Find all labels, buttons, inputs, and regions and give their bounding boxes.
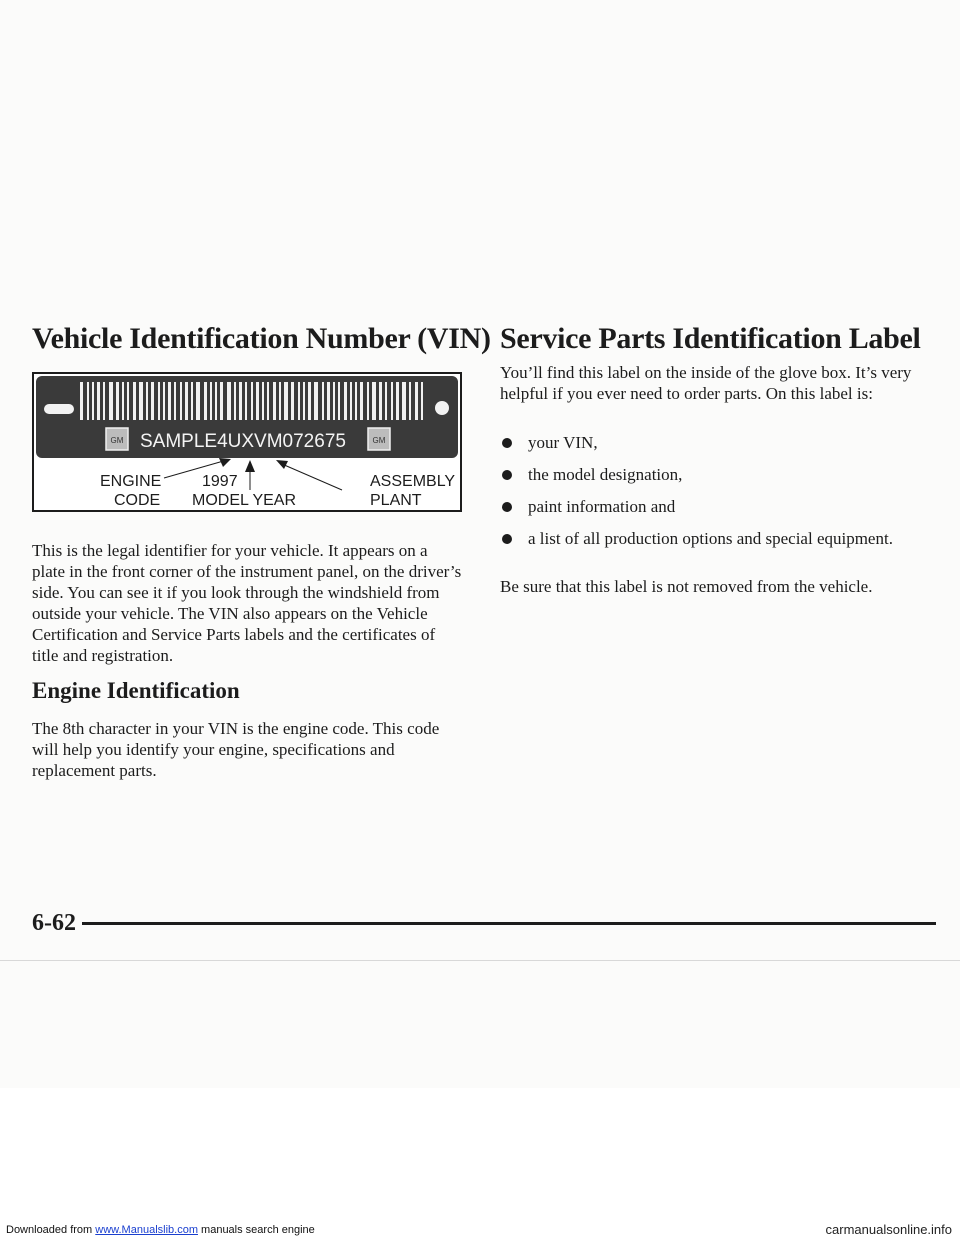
plate-slot-left: [44, 404, 74, 414]
page-number: 6-62: [32, 910, 76, 936]
barcode-bar: [273, 382, 276, 420]
service-parts-note: Be sure that this label is not removed from the vehicle.: [500, 577, 873, 596]
barcode-bar: [163, 382, 165, 420]
barcode-bar: [185, 382, 188, 420]
barcode-bar: [372, 382, 376, 420]
barcode-bar: [87, 382, 89, 420]
barcode-bar: [97, 382, 100, 420]
barcode-bar: [402, 382, 406, 420]
footer-rule: [82, 922, 936, 925]
barcode-bar: [127, 382, 129, 420]
barcode-bar: [379, 382, 382, 420]
barcode-bar: [180, 382, 182, 420]
service-parts-heading: Service Parts Identification Label: [500, 322, 921, 355]
scan-edge-line: [0, 960, 960, 961]
bullet-icon: [502, 502, 512, 512]
barcode-bar: [338, 382, 340, 420]
barcode-bar: [251, 382, 253, 420]
list-item: paint information and: [500, 496, 930, 517]
download-footer: Downloaded from www.Manualslib.com manuals search engine: [6, 1224, 315, 1236]
barcode-bar: [196, 382, 200, 420]
barcode-bar: [210, 382, 212, 420]
barcode-bar: [284, 382, 288, 420]
barcode-bar: [308, 382, 311, 420]
barcode-bar: [409, 382, 411, 420]
barcode-bar: [291, 382, 294, 420]
barcode-bar: [239, 382, 242, 420]
barcode-bar: [116, 382, 119, 420]
barcode-bar: [333, 382, 335, 420]
vin-description: This is the legal identifier for your vehicle. It appears on a plate in the front corner of the instrument panel, on the driver’s side. You can see it if you look through the windshield from outside your vehicle. The VIN also appears on the Vehicle Certification and Service Parts labels and the certificates of title and registration.: [32, 541, 462, 665]
vin-number: SAMPLE4UXVM072675: [140, 431, 346, 452]
manualslib-link[interactable]: www.Manualslib.com: [95, 1224, 198, 1236]
barcode-bar: [298, 382, 300, 420]
barcode-bar: [262, 382, 264, 420]
barcode-bar: [234, 382, 236, 420]
barcode-bar: [168, 382, 171, 420]
engine-identification-text: The 8th character in your VIN is the engine code. This code will help you identify your engine, specifications and replacement parts.: [32, 719, 440, 780]
barcode-bar: [367, 382, 369, 420]
barcode-bar: [421, 382, 423, 420]
barcode-bar: [314, 382, 318, 420]
engine-identification-heading: Engine Identification: [32, 678, 240, 703]
barcode-bar: [245, 382, 247, 420]
gm-badge-left-text: GM: [110, 436, 124, 445]
barcode-bar: [415, 382, 418, 420]
barcode-bar: [220, 382, 223, 420]
barcode-bar: [92, 382, 94, 420]
bullet-icon: [502, 470, 512, 480]
barcode-bar: [355, 382, 357, 420]
list-item: the model designation,: [500, 464, 930, 485]
engine-label: ENGINE: [100, 473, 162, 490]
vin-plate-diagram: [32, 372, 462, 512]
model-year-label: MODEL YEAR: [192, 492, 297, 509]
barcode-bar: [256, 382, 259, 420]
barcode-bar: [139, 382, 143, 420]
plant-label: PLANT: [370, 492, 422, 509]
barcode-bar: [360, 382, 363, 420]
list-item: your VIN,: [500, 432, 930, 453]
barcode-bar: [327, 382, 330, 420]
barcode-bar: [391, 382, 393, 420]
barcode-bar: [350, 382, 352, 420]
plate-rivet-right: [435, 401, 449, 415]
model-year-value: 1997: [202, 473, 238, 490]
watermark-text: carmanualsonline.info: [825, 1222, 952, 1237]
service-parts-list: [500, 432, 930, 560]
right-column: [500, 320, 940, 596]
barcode-bar: [303, 382, 305, 420]
barcode-bar: [227, 382, 231, 420]
gm-badge-right-text: GM: [372, 436, 386, 445]
barcode-bar: [322, 382, 324, 420]
barcode-bar: [396, 382, 399, 420]
barcode-bar: [146, 382, 148, 420]
barcode-bar: [122, 382, 124, 420]
barcode-bar: [151, 382, 154, 420]
barcode-bar: [267, 382, 269, 420]
barcode-bar: [215, 382, 217, 420]
service-parts-intro: You’ll find this label on the inside of the glove box. It’s very helpful if you ever need to order parts. On this label is:: [500, 363, 912, 403]
barcode-bar: [174, 382, 176, 420]
left-column: [32, 320, 491, 780]
code-label: CODE: [114, 492, 161, 509]
list-item: a list of all production options and special equipment.: [500, 528, 930, 549]
bullet-icon: [502, 534, 512, 544]
assembly-label: ASSEMBLY: [370, 473, 456, 490]
bullet-icon: [502, 438, 512, 448]
barcode-bar: [103, 382, 105, 420]
barcode-bar: [204, 382, 207, 420]
barcode-bar: [344, 382, 347, 420]
footer-band: [0, 1088, 960, 1242]
vin-heading: Vehicle Identification Number (VIN): [32, 322, 491, 355]
barcode-bar: [385, 382, 387, 420]
barcode-bar: [133, 382, 136, 420]
barcode-bar: [191, 382, 193, 420]
barcode-bar: [109, 382, 113, 420]
barcode-bar: [80, 382, 83, 420]
barcode-bar: [279, 382, 281, 420]
barcode-bar: [158, 382, 160, 420]
